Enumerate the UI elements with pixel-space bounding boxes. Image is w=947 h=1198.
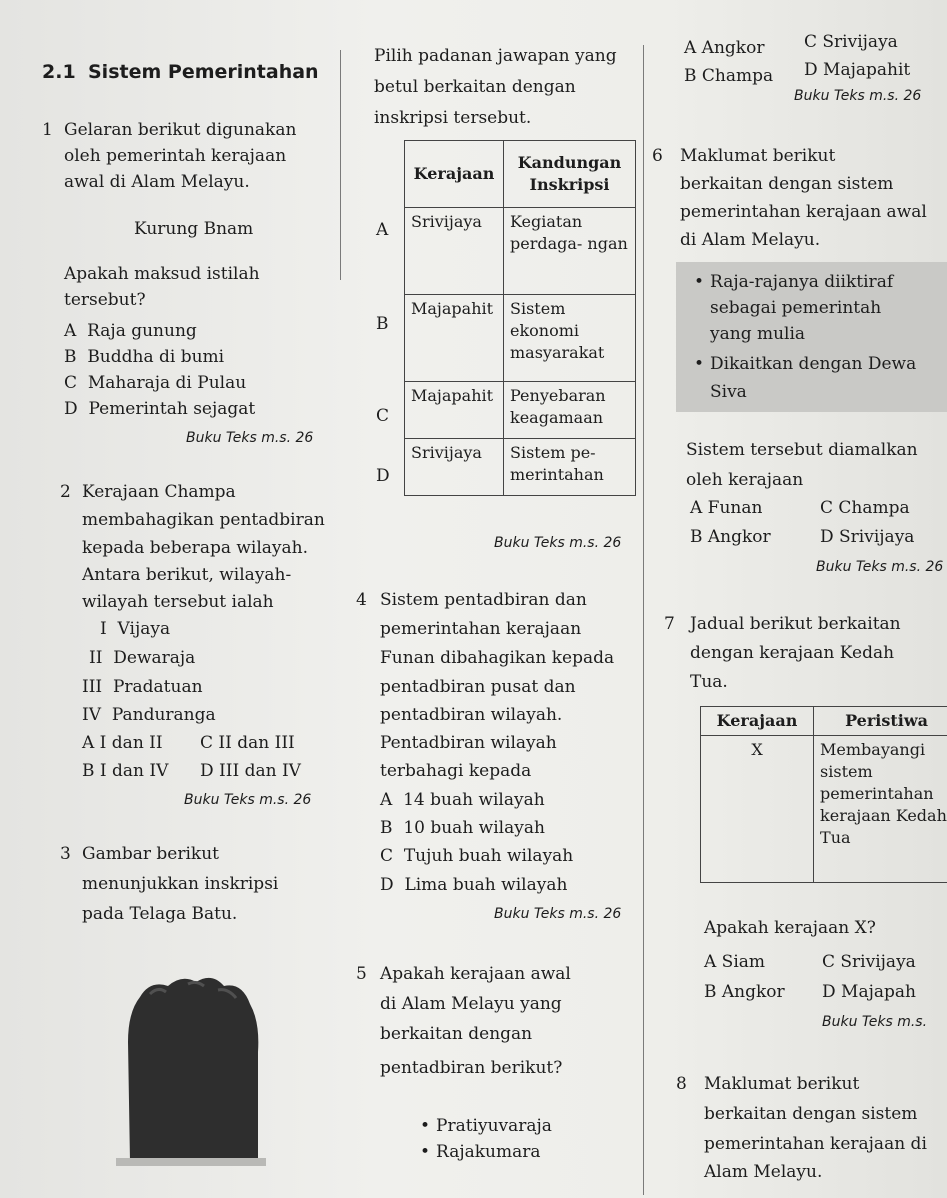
q5-option-d[interactable]: D Majapahit [804,60,911,80]
q6-box-line: • Raja-rajanya diiktiraf [710,272,893,292]
q5-number: 5 [356,964,367,984]
q2-option-a[interactable]: A I dan II [82,733,163,753]
q4-option-b[interactable]: B 10 buah wilayah [380,818,545,838]
q3-row-label-c[interactable]: C [376,406,390,426]
q5-bullet: • Pratiyuvaraja [436,1116,552,1136]
q2-line: wilayah tersebut ialah [82,592,274,612]
q1-line: awal di Alam Melayu. [64,172,250,192]
q3-instruction: Pilih padanan jawapan yang [374,46,617,66]
q1-option-b[interactable] [64,347,224,367]
q6-option-b[interactable]: B Angkor [690,527,771,547]
q7-table [700,706,947,883]
q5-line: di Alam Melayu yang [380,994,562,1014]
q4-line: terbahagi kepada [380,761,532,781]
q7-option-d[interactable]: D Majapah [822,982,916,1002]
table-row [405,208,636,295]
table-header: Kerajaan [701,707,814,736]
q2-option-b[interactable]: B I dan IV [82,761,169,781]
q4-number: 4 [356,590,367,610]
q4-line: pentadbiran pusat dan [380,677,576,697]
column-divider-left [340,50,341,280]
q6-box-line: • Dikaitkan dengan Dewa [710,354,916,374]
q3-instruction: inskripsi tersebut. [374,108,532,128]
q6-option-c[interactable]: C Champa [820,498,910,518]
q7-source: Buku Teks m.s. [822,1014,928,1030]
q8-number: 8 [676,1074,687,1094]
q1-line: oleh pemerintah kerajaan [64,146,287,166]
q4-source: Buku Teks m.s. 26 [494,906,622,922]
q7-question: Apakah kerajaan X? [704,918,876,938]
q6-option-a[interactable]: A Funan [690,498,763,518]
q6-box-line: yang mulia [710,324,806,344]
table-header: Peristiwa [814,707,947,736]
table-cell: Srivijaya [405,439,504,496]
table-cell: Sistem pe- merintahan [504,439,636,496]
q2-source: Buku Teks m.s. 26 [184,792,312,808]
q6-box-line: sebagai pemerintah [710,298,882,318]
column-divider-middle [643,45,644,1195]
q1-question: tersebut? [64,290,146,310]
q4-line: Pentadbiran wilayah [380,733,557,753]
q3-row-label-b[interactable]: B [376,314,389,334]
option-letter: B [64,347,77,367]
option-text: Raja gunung [87,321,197,341]
q2-item: III Pradatuan [82,677,203,697]
q4-line: pentadbiran wilayah. [380,705,563,725]
q2-option-d[interactable]: D III dan IV [200,761,301,781]
table-row [405,439,636,496]
q3-line: pada Telaga Batu. [82,904,238,924]
q2-option-c[interactable]: C II dan III [200,733,295,753]
q6-number: 6 [652,146,663,166]
table-row [701,736,947,883]
section-number: 2.1 [42,61,76,83]
q1-number: 1 [42,120,53,140]
q6-box-line: Siva [710,382,747,402]
q7-number: 7 [664,614,675,634]
table-cell: Majapahit [405,295,504,382]
table-header: Kerajaan [405,141,504,208]
q1-question: Apakah maksud istilah [64,264,260,284]
q1-option-c[interactable] [64,373,246,393]
option-text: Maharaja di Pulau [87,373,247,393]
option-letter: D [64,399,78,419]
table-cell: Majapahit [405,382,504,439]
q3-line: menunjukkan inskripsi [82,874,279,894]
q2-line: Kerajaan Champa [82,482,236,502]
q4-option-c[interactable]: C Tujuh buah wilayah [380,846,574,866]
q3-line: Gambar berikut [82,844,219,864]
q3-row-label-d[interactable]: D [376,466,390,486]
q5-option-c[interactable]: C Srivijaya [804,32,898,52]
table-cell: Penyebaran keagamaan [504,382,636,439]
q8-line: berkaitan dengan sistem [704,1104,918,1124]
q2-line: kepada beberapa wilayah. [82,538,309,558]
q7-option-a[interactable]: A Siam [704,952,766,972]
q5-source: Buku Teks m.s. 26 [794,88,922,104]
q6-option-d[interactable]: D Srivijaya [820,527,915,547]
q1-term: Kurung Bnam [134,219,254,239]
q4-option-d[interactable]: D Lima buah wilayah [380,875,568,895]
q8-line: Maklumat berikut [704,1074,860,1094]
q7-line: dengan kerajaan Kedah [690,643,895,663]
q6-line: Maklumat berikut [680,146,836,166]
table-row [405,382,636,439]
q6-line: pemerintahan kerajaan awal [680,202,927,222]
q4-line: Sistem pentadbiran dan [380,590,587,610]
table-header-row [405,141,636,208]
q5-bullet: • Rajakumara [436,1142,541,1162]
table-cell: Kegiatan perdaga- ngan [504,208,636,295]
table-cell: X [701,736,814,883]
q2-line: membahagikan pentadbiran [82,510,325,530]
q8-line: pemerintahan kerajaan di [704,1134,927,1154]
table-cell: Srivijaya [405,208,504,295]
q3-source: Buku Teks m.s. 26 [494,535,622,551]
q5-line: Apakah kerajaan awal [380,964,571,984]
q5-option-b[interactable]: B Champa [684,66,774,86]
q5-line: pentadbiran berikut? [380,1058,563,1078]
table-cell: Membayangi sistem pemerintahan kerajaan Kedah Tua [814,736,947,883]
q1-source: Buku Teks m.s. 26 [186,430,314,446]
q6-line: oleh kerajaan [686,470,804,490]
q1-option-a[interactable] [64,321,197,341]
option-letter: A [64,321,77,341]
section-title: Sistem Pemerintahan [88,61,319,83]
table-row [405,295,636,382]
option-letter: C [64,373,78,393]
q3-number: 3 [60,844,71,864]
q2-item: IV Panduranga [82,705,216,725]
table-header: Kandungan Inskripsi [504,141,636,208]
q5-option-a[interactable]: A Angkor [684,38,765,58]
option-text: Buddha di bumi [87,347,225,367]
q6-source: Buku Teks m.s. 26 [816,559,944,575]
q4-option-a[interactable]: A 14 buah wilayah [380,790,545,810]
q2-item: I Vijaya [100,619,171,639]
q5-line: berkaitan dengan [380,1024,533,1044]
q1-line: Gelaran berikut digunakan [64,120,297,140]
q6-line: berkaitan dengan sistem [680,174,894,194]
q7-option-b[interactable]: B Angkor [704,982,785,1002]
q1-option-d[interactable] [64,399,255,419]
q3-row-label-a[interactable]: A [376,220,389,240]
q7-option-c[interactable]: C Srivijaya [822,952,916,972]
table-cell: Sistem ekonomi masyarakat [504,295,636,382]
table-header-row [701,707,947,736]
q6-line: Sistem tersebut diamalkan [686,440,918,460]
q2-item: II Dewaraja [89,648,196,668]
q2-number: 2 [60,482,71,502]
q4-line: pemerintahan kerajaan [380,619,582,639]
q6-line: di Alam Melayu. [680,230,821,250]
q2-line: Antara berikut, wilayah- [82,565,292,585]
q3-instruction: betul berkaitan dengan [374,77,576,97]
q8-line: Alam Melayu. [704,1162,823,1182]
option-text: Pemerintah sejagat [88,399,256,419]
q7-line: Tua. [690,672,728,692]
telaga-batu-inscription-image [110,972,270,1172]
q4-line: Funan dibahagikan kepada [380,648,615,668]
q3-answer-table [404,140,636,496]
q7-line: Jadual berikut berkaitan [690,614,901,634]
